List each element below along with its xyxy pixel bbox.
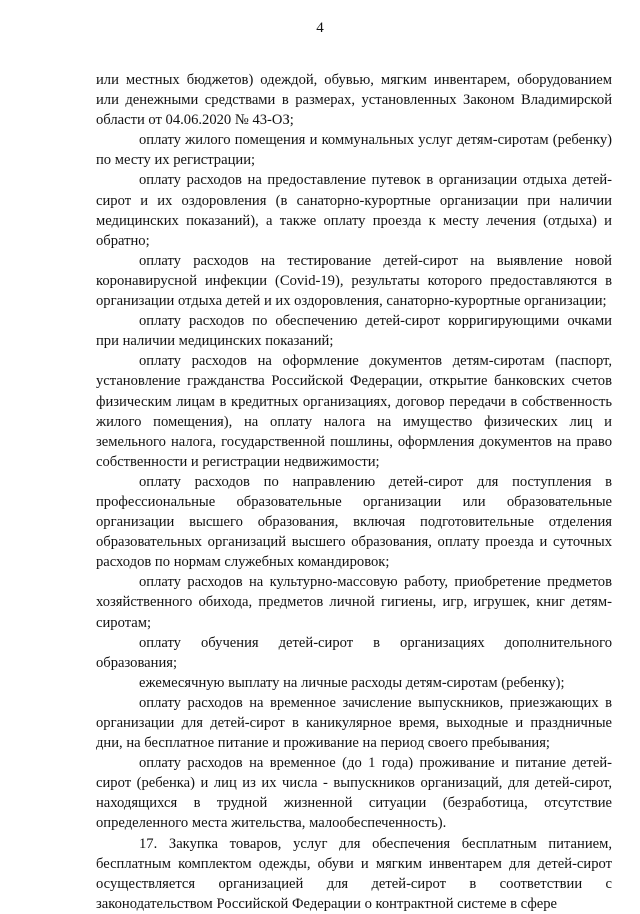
paragraph: оплату расходов на временное (до 1 года) проживание и питание детей-сирот (ребенка) и лиц из их числа - выпускников организаций, для детей-сирот, находящихся в трудной жизненной ситуации (безработица, отсутствие определенного места жительства, малообеспеченность).: [96, 755, 612, 832]
paragraph: оплату обучения детей-сирот в организациях дополнительного образования;: [96, 634, 612, 671]
document-body: [96, 70, 612, 914]
paragraph: или местных бюджетов) одеждой, обувью, мягким инвентарем, оборудованием или денежными средствами в размерах, установленных Законом Владимирской области от 04.06.2020 № 43-ОЗ;: [96, 72, 612, 129]
paragraph: оплату расходов на оформление документов детям-сиротам (паспорт, установление гражданства Российской Федерации, открытие банковских счетов физическим лицам в кредитных организациях, договор передачи в собственность жилого помещения), на оплату налога на имущество физических лиц и земельного налога, государственной пошлины, оформления документов на право собственности и регистрации недвижимости;: [96, 353, 612, 470]
paragraph: оплату расходов на предоставление путевок в организации отдыха детей-сирот и их оздоровления (в санаторно-курортные организации при наличии медицинских показаний), а также оплату проезда к месту лечения (отдыха) и обратно;: [96, 172, 612, 249]
paragraph: оплату расходов на временное зачисление выпускников, приезжающих в организации для детей-сирот в каникулярное время, выходные и праздничные дни, на бесплатное питание и проживание на период своего пребывания;: [96, 694, 612, 752]
paragraph: оплату расходов по обеспечению детей-сирот корригирующими очками при наличии медицинских показаний;: [96, 313, 612, 350]
paragraph: оплату расходов на тестирование детей-сирот на выявление новой коронавирусной инфекции (Covid-19), результаты которого предоставляются в организации отдыха детей и их оздоровления, санаторно-курортные организации;: [96, 252, 612, 310]
paragraph-section-17: 17. Закупка товаров, услуг для обеспечения бесплатным питанием, бесплатным комплектом одежды, обуви и мягким инвентарем для детей-сирот осуществляется организацией для детей-сирот в соответствии с законодательством Российской Федерации о контрактной системе в сфере: [96, 835, 612, 912]
paragraph: ежемесячную выплату на личные расходы детям-сиротам (ребенку);: [139, 674, 565, 691]
paragraph: оплату расходов по направлению детей-сирот для поступления в профессиональные образовательные организации или образовательные организации высшего образования, включая подготовительные отделения образовательных организаций высшего образования, оплату проезда и суточных расходов по нормам служебных командировок;: [96, 473, 612, 571]
paragraph: оплату жилого помещения и коммунальных услуг детям-сиротам (ребенку) по месту их регистрации;: [96, 132, 612, 169]
paragraph: оплату расходов на культурно-массовую работу, приобретение предметов хозяйственного обихода, предметов личной гигиены, игр, игрушек, книг детям-сиротам;: [96, 574, 612, 631]
page-number: 4: [316, 20, 324, 36]
